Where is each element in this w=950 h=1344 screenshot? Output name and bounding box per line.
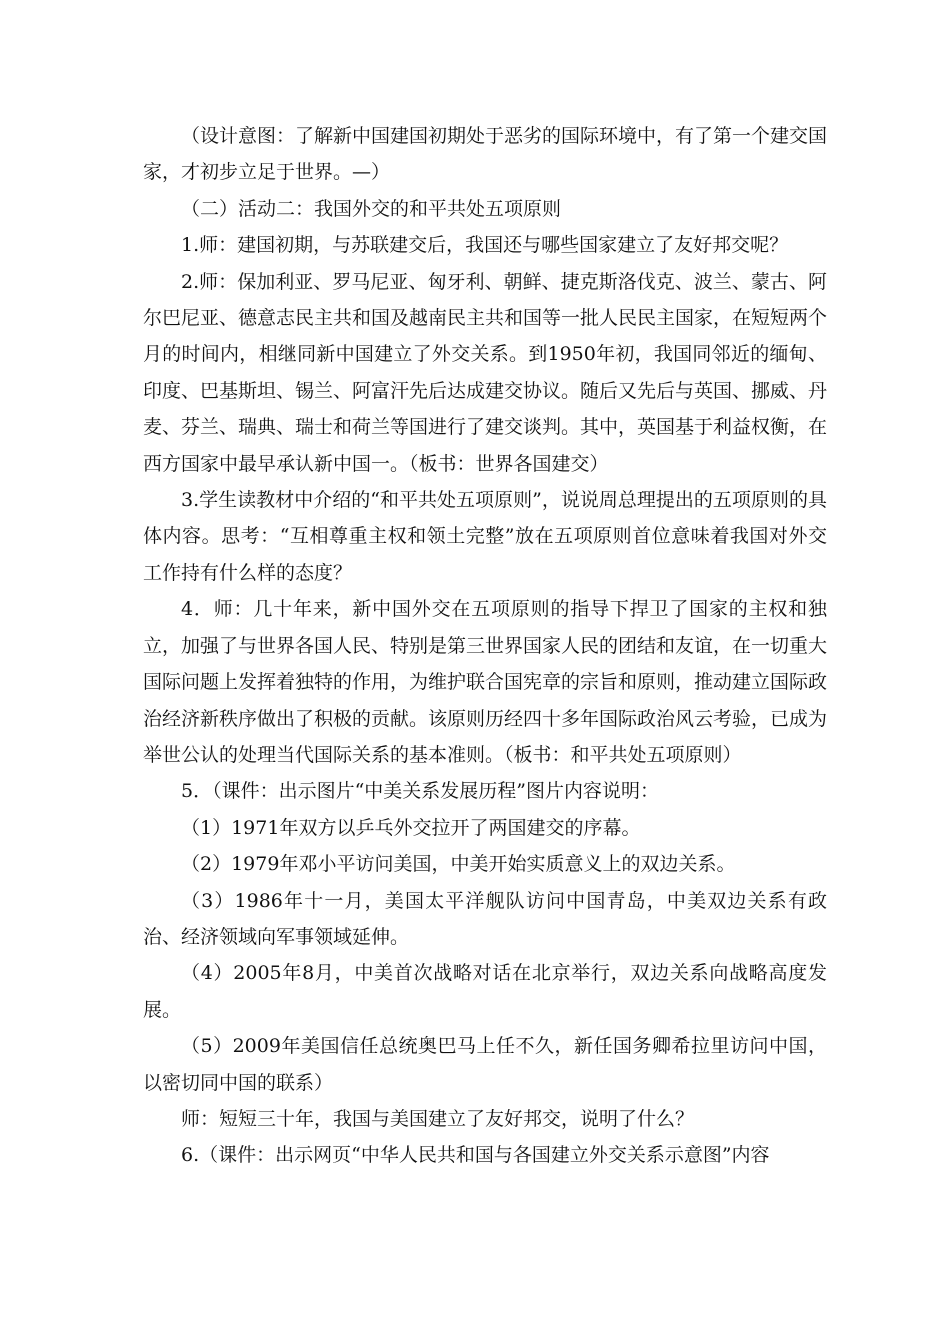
paragraph-sub-1: （1）1971年双方以乒乓外交拉开了两国建交的序幕。 xyxy=(181,816,641,839)
paragraph-sub-4: （4）2005年8月，中美首次战略对话在北京举行，双边关系向战略高度发展。 xyxy=(143,962,827,1021)
paragraph-design-intent: （设计意图：了解新中国建国初期处于恶劣的国际环境中，有了第一个建交国家，才初步立足于世界。—） xyxy=(143,125,828,184)
paragraph-item-6: 6.（课件：出示网页“中华人民共和国与各国建立外交关系示意图”内容 xyxy=(181,1144,770,1167)
paragraph-teacher-question: 师：短短三十年，我国与美国建立了友好邦交，说明了什么？ xyxy=(181,1107,695,1130)
paragraph-activity-two-heading: （二）活动二：我国外交的和平共处五项原则 xyxy=(181,197,562,220)
paragraph-item-4: 4．师：几十年来，新中国外交在五项原则的指导下捍卫了国家的主权和独立，加强了与世界各国人民、特别是第三世界国家人民的团结和友谊，在一切重大国际问题上发挥着独特的作用，为维护联合国宪章的宗旨和原则，推动建立国际政治经济新秩序做出了积极的贡献。该原则历经四十多年国际政治风云考验，已成为举世公认的处理当代国际关系的基本准则。（板书：和平共处五项原则） xyxy=(143,598,828,766)
paragraph-sub-5: （5）2009年美国信任总统奥巴马上任不久，新任国务卿希拉里访问中国，以密切同中国的联系） xyxy=(143,1035,827,1094)
paragraph-item-2: 2.师：保加利亚、罗马尼亚、匈牙利、朝鲜、捷克斯洛伐克、波兰、蒙古、阿尔巴尼亚、德意志民主共和国及越南民主共和国等一批人民民主国家，在短短两个月的时间内，相继同新中国建立了外交关系。到1950年初，我国同邻近的缅甸、印度、巴基斯坦、锡兰、阿富汗先后达成建交协议。随后又先后与英国、挪威、丹麦、芬兰、瑞典、瑞士和荷兰等国进行了建交谈判。其中，英国基于利益权衡，在西方国家中最早承认新中国一。（板书：世界各国建交） xyxy=(143,270,828,475)
paragraph-item-1: 1.师：建国初期，与苏联建交后，我国还与哪些国家建立了友好邦交呢？ xyxy=(181,234,789,257)
paragraph-item-3: 3.学生读教材中介绍的“和平共处五项原则”，说说周总理提出的五项原则的具体内容。思考：“互相尊重主权和领土完整”放在五项原则首位意味着我国对外交工作持有什么样的态度？ xyxy=(143,489,827,584)
paragraph-item-5: 5．（课件：出示图片“中美关系发展历程”图片内容说明： xyxy=(181,780,660,803)
document-body xyxy=(143,118,827,1174)
paragraph-sub-2: （2）1979年邓小平访问美国，中美开始实质意义上的双边关系。 xyxy=(181,853,736,876)
paragraph-sub-3: （3）1986年十一月，美国太平洋舰队访问中国青岛，中美双边关系有政治、经济领域向军事领域延伸。 xyxy=(143,889,827,948)
